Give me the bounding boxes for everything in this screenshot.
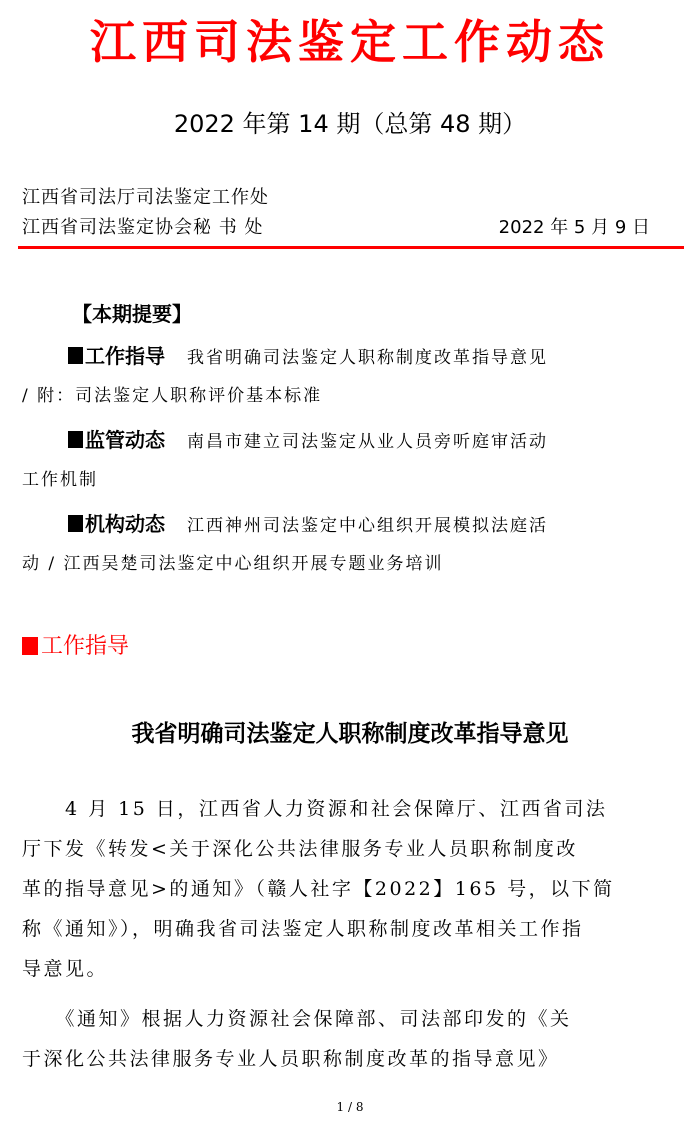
summary-item-text: 我省明确司法鉴定人职称制度改革指导意见 [187,348,548,368]
article-line: 称《通知》），明确我省司法鉴定人职称制度改革相关工作指 [22,918,584,940]
summary-item-2 [68,426,548,456]
red-square-icon [22,637,38,655]
section-heading: 工作指导 [22,632,129,662]
masthead-title: 江西司法鉴定工作动态 [90,15,610,69]
publish-date: 2022 年 5 月 9 日 [498,217,650,238]
summary-item-1-cont: / 附：司法鉴定人职称评价基本标准 [22,386,323,406]
black-square-icon [68,347,83,364]
page-number: 1 / 8 [336,1100,364,1114]
summary-item-2-cont: 工作机制 [22,470,98,490]
article-line: 革的指导意见>的通知》（赣人社字【2022】165 号，以下简 [22,878,615,900]
summary-item-3-cont: 动 / 江西吴楚司法鉴定中心组织开展专题业务培训 [22,554,444,574]
summary-item-1 [68,342,548,372]
black-square-icon [68,515,83,532]
publisher-2: 江西省司法鉴定协会秘 书 处 [22,217,264,238]
red-divider [18,246,684,249]
article-line: 《通知》根据人力资源社会保障部、司法部印发的《关 [22,1008,572,1030]
black-square-icon [68,431,83,448]
summary-item-label: 机构动态 [68,512,165,536]
summary-item-label: 工作指导 [68,344,165,368]
summary-item-text: 南昌市建立司法鉴定从业人员旁听庭审活动 [187,432,548,452]
publisher-1: 江西省司法厅司法鉴定工作处 [22,187,269,208]
summary-heading: 【本期提要】 [72,302,192,326]
article-line: 于深化公共法律服务专业人员职称制度改革的指导意见》 [22,1048,560,1070]
summary-item-3 [68,510,548,540]
summary-item-label: 监管动态 [68,428,165,452]
summary-item-text: 江西神州司法鉴定中心组织开展模拟法庭活 [187,516,548,536]
article-line: 4 月 15 日，江西省人力资源和社会保障厅、江西省司法 [22,798,608,820]
article-line: 厅下发《转发<关于深化公共法律服务专业人员职称制度改 [22,838,578,860]
article-line: 导意见。 [22,958,109,980]
article-title: 我省明确司法鉴定人职称制度改革指导意见 [131,720,569,747]
issue-number: 2022 年第 14 期（总第 48 期） [173,110,527,138]
